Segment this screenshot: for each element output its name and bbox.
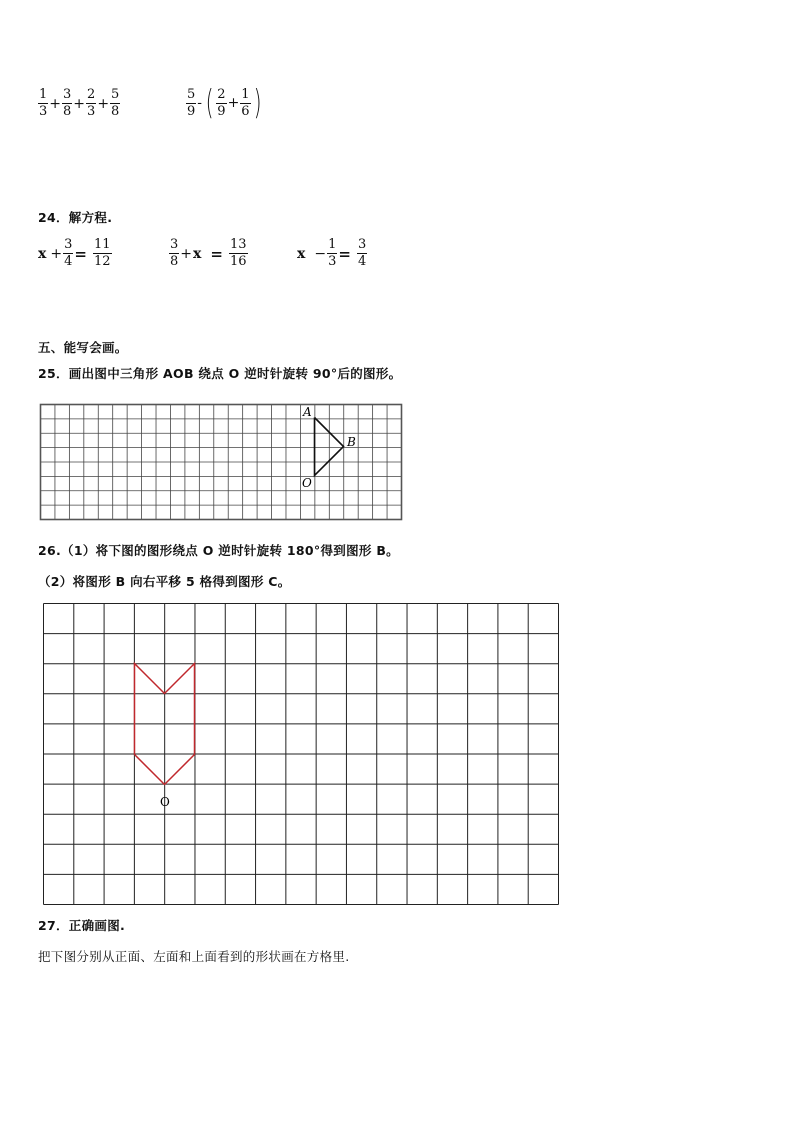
fraction: $\frac{2}{3}$ [87, 87, 96, 119]
fraction: $\frac{1}{3}$ [328, 237, 337, 269]
fraction: $\frac{1}{6}$ [241, 86, 250, 119]
fraction: $\frac{2}{9}$ [217, 86, 226, 119]
q26-line-1: 26.（1）将下图的图形绕点 O 逆时针旋转 180°得到图形 B。 [38, 543, 399, 558]
expression-1: $\frac{1}{3}$ + $\frac{3}{8}$ + $\frac{2}{3}$ + $\frac{5}{8}$ [39, 87, 120, 119]
label-b: B [347, 435, 356, 449]
fraction: $\frac{3}{4}$ [357, 237, 367, 269]
section-5-title: 五、能写会画。 [38, 340, 128, 355]
expression-2: $\frac{5}{9}$ - ( $\frac{2}{9}$ + $\frac{1}{6}$ ) [187, 83, 262, 123]
fraction: $\frac{3}{4}$ [64, 237, 73, 269]
fraction: $\frac{5}{8}$ [111, 87, 120, 119]
label-o: O [302, 476, 312, 490]
equation-1: x + $\frac{3}{4}$ = $\frac{11}{12}$ [38, 237, 111, 269]
q25-grid-figure [38, 400, 404, 524]
point-o-label: O [160, 795, 170, 809]
fraction: $\frac{5}{9}$ [187, 86, 196, 119]
close-paren: ) [253, 83, 262, 123]
fraction: $\frac{3}{8}$ [170, 237, 179, 269]
fraction: $\frac{11}{12}$ [93, 237, 111, 269]
fraction: $\frac{3}{8}$ [63, 87, 72, 119]
q27-title: 27．正确画图. [38, 918, 126, 933]
q25-title: 25．画出图中三角形 AOB 绕点 O 逆时针旋转 90°后的图形。 [38, 366, 402, 381]
q26-line-2: （2）将图形 B 向右平移 5 格得到图形 C。 [38, 574, 291, 589]
fraction: $\frac{13}{16}$ [229, 237, 247, 269]
q26-grid-figure [40, 600, 562, 908]
open-paren: ( [205, 83, 214, 123]
equation-2: $\frac{3}{8}$ + x = $\frac{13}{16}$ [170, 237, 247, 269]
equation-3: x − $\frac{1}{3}$ = $\frac{3}{4}$ [297, 237, 367, 269]
q24-title: 24．解方程. [38, 210, 113, 225]
q25-grid [41, 405, 402, 520]
label-a: A [303, 405, 312, 419]
q26-grid [44, 604, 559, 905]
fraction: $\frac{1}{3}$ [39, 87, 48, 119]
q27-instruction: 把下图分别从正面、左面和上面看到的形状画在方格里. [38, 949, 350, 964]
